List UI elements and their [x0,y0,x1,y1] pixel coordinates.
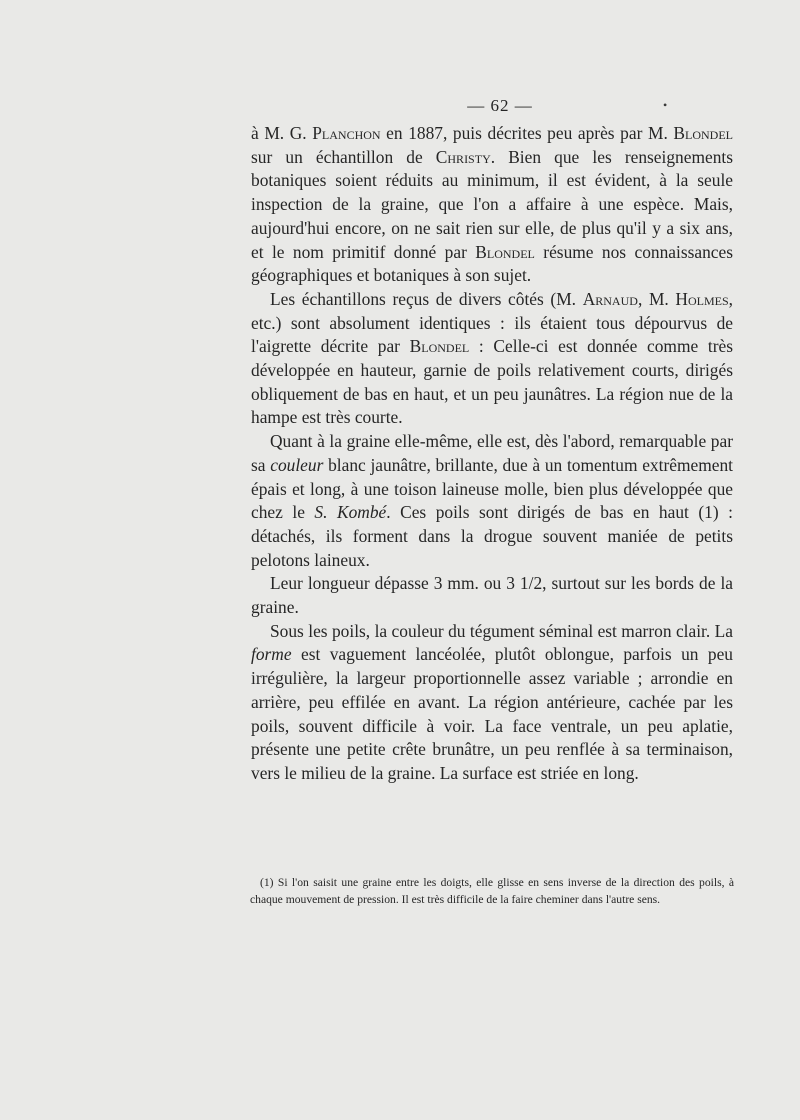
author-name: Arnaud [582,288,638,309]
text-run: Les échantillons reçus de divers côtés (M. [270,288,583,309]
paragraph-4 [251,572,733,619]
emphasis-text: forme [251,644,292,665]
text-run: résume nos connaissances géographiques et botaniques à son sujet. [251,241,733,286]
author-name: Blondel [409,336,470,357]
text-run: . Bien que les renseignements botaniques soient réduits au minimum, il est évident, à la seule inspection de la graine, que l'on a affaire à une espèce. Mais, aujourd'hui encore, on ne sait rien sur elle, de plus qu'il y a six ans, et le nom primitif donné par [251,146,733,262]
author-name: Blondel [673,123,733,143]
text-run: . Ces poils sont dirigés de bas en haut (1) : détachés, ils forment dans la drogue souvent maniée de petits pelotons laineux. [251,502,733,570]
emphasis-text: couleur [270,454,324,475]
author-name: Blondel [475,241,535,262]
author-name: Holmes [675,288,729,309]
body-text [251,122,733,786]
text-run: à M. G. [251,123,313,143]
paragraph-5 [251,620,733,786]
text-run: blanc jaunâtre, brillante, due à un tomentum extrêmement épais et long, à une toison laineuse molle, bien plus développée que chez le [251,454,733,523]
text-run: , etc.) sont absolument identiques : ils étaient tous dépourvus de l'aigrette décrite par [251,288,734,357]
text-run: Quant à la graine elle-même, elle est, dès l'abord, remarquable par sa [251,431,733,475]
text-run: est vaguement lancéolée, plutôt oblongue, parfois un peu irrégulière, la largeur proportionnelle assez variable ; arrondie en arrière, peu effilée en avant. La région antérieure, cachée par les poils, souvent difficile à voir. La face ventrale, un peu aplatie, présente une petite crête brunâtre, un peu renflée à sa terminaison, vers le milieu de la graine. La surface est striée en long. [251,644,733,783]
paragraph-2 [251,288,733,430]
author-name: Christy [435,146,491,167]
page-number: — 62 — [467,96,533,115]
author-name: Planchon [312,123,381,143]
text-run: , M. [637,288,676,309]
text-run: Sous les poils, la couleur du tégument séminal est marron clair. La [270,620,733,641]
ink-mark: • [663,98,668,112]
text-run: Leur longueur dépasse 3 mm. ou 3 1/2, surtout sur les bords de la graine. [251,573,733,618]
paragraph-3 [251,430,733,572]
footnote-text: (1) Si l'on saisit une graine entre les doigts, elle glisse en sens inverse de la direction des poils, à chaque mouvement de pression. Il est très difficile de la faire cheminer dans l'autre sens. [250,876,734,906]
text-run: en 1887, puis décrites peu après par M. [380,123,674,143]
text-run: sur un échantillon de [251,146,436,167]
emphasis-text: S. Kombé [314,502,387,523]
text-run: : Celle-ci est donnée comme très développée en hauteur, garnie de poils relativement courts, dirigés obliquement de bas en haut, et un peu jaunâtres. La région nue de la hampe est très courte. [251,336,733,428]
paragraph-1 [251,122,733,288]
footnote [250,874,734,908]
